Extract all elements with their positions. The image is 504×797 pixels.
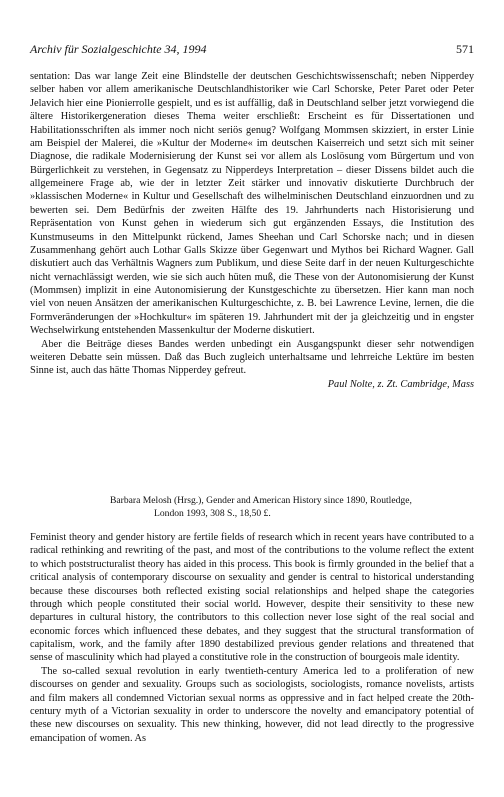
review-paragraph: Feminist theory and gender history are fertile fields of research which in recent years have contributed to a radical rethinking and rewriting of the past, and most of the contributions to the volume reflect the extent to which poststructuralist theory has aided in this process. This book is firmly grounded in the belief that a critical analysis of contemporary discourse on sexuality and gender is central to historical understanding because these discourses both reflected existing social relationships and helped shape the categories through which people constituted their social world. However, despite their sensitivity to these new departures in cultural history, the contributors to this collection never lose sight of the real social and economic forces which influenced these debates, and they suggest that the structural transformation of capitalism, work, and the family after 1890 destabilized previous gender relations and threatened that sense of masculinity which had played a constitutive role in the construction of bourgeois male identity. bbox=[30, 532, 474, 664]
journal-title: Archiv für Sozialgeschichte 34, 1994 bbox=[30, 42, 207, 56]
reviewer-signature: Paul Nolte, z. Zt. Cambridge, Mass bbox=[327, 378, 474, 390]
review-nolte bbox=[30, 70, 474, 391]
review-paragraph: sentation: Das war lange Zeit eine Blindstelle der deutschen Geschichtswissenschaft; neben Nipperdey selber haben vor allem amerikanische Deutschlandhistoriker wie Carl Schorske, Peter Paret oder Peter Jelavich hier eine Pionierrolle gespielt, und es ist auffällig, daß in Deutschland selber jetzt vorwiegend die ältere Historikergeneration dieses Thema weiter erschließt: Erscheint es für Dissertationen und Habilitationsschriften als immer noch nicht seriös genug? Wolfgang Mommsen skizziert, in erster Linie am Beispiel der Malerei, die »Kultur der Moderne« im deutschen Kaiserreich und setzt sich mit seiner Diagnose, die radikale Modernisierung der Kunst sei vor allem als Loslösung vom Bürgertum und von Bürgerlichkeit zu verstehen, in Gegensatz zu Nipperdeys Interpretation – dieser Dissens bildet auch die allgemeinere Frage ab, wie der in letzter Zeit stärker und innovativ diskutierte Durchbruch der »klassischen Moderne« in Kultur und Gesellschaft des wilhelminischen Deutschland einzuordnen und zu bewerten sei. Dem Bedürfnis der zweiten Hälfte des 19. Jahrhunderts nach Historisierung und Repräsentation von Kunst gehen in wiederum sich gut ergänzenden Essays, die Institution des Kunstmuseums in den Mittelpunkt rückend, James Sheehan und Carl Schorske nach; und in diesen Zusammenhang gehört auch Lothar Galls Skizze über Gegenwart und Mythos bei Richard Wagner. Gall diskutiert auch das Verhältnis Wagners zum Publikum, und diese Seite darf in der neuen Kulturgeschichte nicht vernachlässigt werden, wie sie sich auch hüten muß, die These von der Autonomisierung der Kunst (Mommsen) implizit in eine Autonomisierung der Kunstgeschichte zu übersetzen. Hier kann man noch viel von neuen Ansätzen der amerikanischen Kulturgeschichte, z. B. bei Lawrence Levine, lernen, die die Formveränderungen der »Hochkultur« im späteren 19. Jahrhundert mit der ja gleichzeitig und in engster Wechselwirkung entstehenden Massenkultur der Moderne diskutiert. bbox=[30, 71, 474, 337]
review-melosh bbox=[30, 531, 474, 745]
book-citation bbox=[110, 494, 450, 521]
citation-line: London 1993, 308 S., 18,50 £. bbox=[154, 508, 271, 520]
citation-line: Barbara Melosh (Hrsg.), Gender and American History since 1890, Routledge, bbox=[110, 495, 412, 506]
review-paragraph: Aber die Beiträge dieses Bandes werden unbedingt ein Ausgangspunkt dieser sehr notwendigen weiteren Debatte sein müssen. Daß das Buch zugleich unterhaltsame und lehrreiche Lektüre im besten Sinne ist, auch das hätte Thomas Nipperdey gefreut. bbox=[30, 338, 474, 377]
running-header bbox=[30, 42, 474, 57]
page-number: 571 bbox=[456, 42, 474, 56]
review-paragraph: The so-called sexual revolution in early twentieth-century America led to a proliferation of new discourses on gender and sexuality. Groups such as sociologists, sociologists, romance novelists, artists and film makers all condemned Victorian sexual norms as oppressive and in fact helped create the 20th-century myth of a Victorian sexuality in order to underscore the novelty and emancipatory potential of these new discourses on sexuality. This new thinking, however, did not lead directly to the progressive emancipation of women. As bbox=[30, 665, 474, 744]
